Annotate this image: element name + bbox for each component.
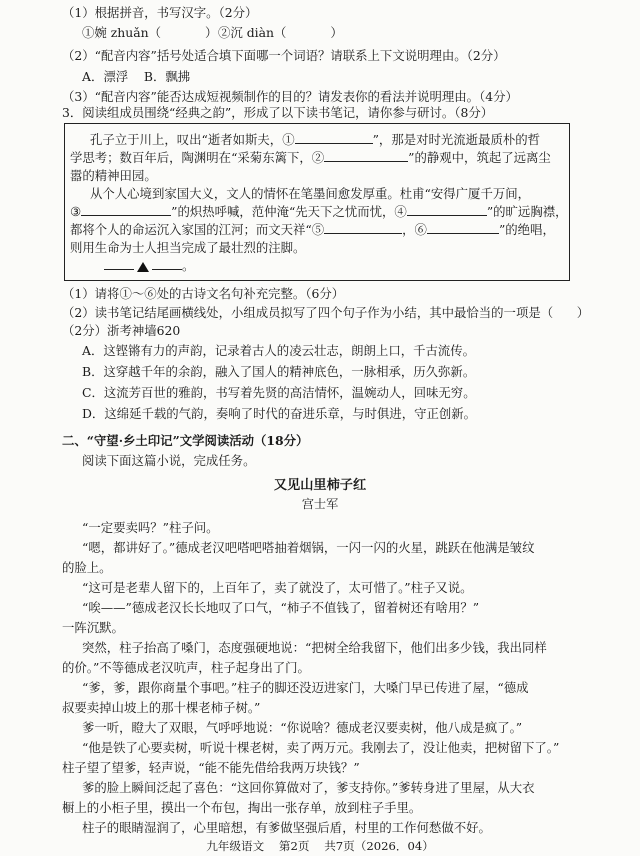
q3-heading: 3．阅读组成员围绕“经典之韵”，形成了以下读书笔记，请你参与研讨。（8分）: [62, 105, 494, 120]
story-p10a: 爹的脸上瞬间泛起了喜色：“这回你算做对了，爹支持你。”爹转身进了里屋，从大衣: [82, 780, 535, 795]
story-p3: “这可是老辈人留下的，上百年了，卖了就没了，太可惜了。”柱子又说。: [82, 580, 473, 595]
q3-option-b: B．这穿越千年的余韵，融入了国人的精神底色，一脉相承，历久弥新。: [82, 364, 476, 379]
note-l5b: ”的炽热呼喊，范仲淹“先天下之忧而忧，④: [171, 204, 407, 219]
q1-item2-prefix: ②沉 diàn（: [218, 25, 287, 40]
story-title: 又见山里柿子红: [273, 478, 367, 493]
note-line-3: 嚣的精神田园。: [70, 168, 157, 183]
q3-sub2-score: （2分）浙考神墙620: [62, 323, 181, 338]
note-line-1: [90, 131, 540, 148]
note-l6a: 都将个人的命运沉入家国的江河；而文天祥“⑤: [70, 222, 325, 237]
q3-option-a: A．这铿锵有力的声韵，记录着古人的凌云壮志，朗朗上口，千古流传。: [82, 343, 476, 358]
story-p1: “一定要卖吗？”柱子问。: [82, 520, 219, 535]
story-p9a: “他是铁了心要卖树，听说十棵老树，卖了两万元。我刚去了，没让他卖，把树留下了。”: [82, 740, 560, 755]
q3-option-c: C．这流芳百世的雅韵，书写着先贤的高洁情怀，温婉动人，回味无穷。: [82, 385, 476, 400]
blank-6[interactable]: [427, 221, 499, 234]
story-p7b: 叔要卖掉山坡上的那十棵老柿子树。”: [62, 700, 261, 715]
note-l2b: ”的静观中，筑起了远离尘: [408, 150, 551, 165]
q1-item1-suffix: ）: [204, 25, 218, 40]
note-line-6: [70, 221, 555, 238]
q1-sub3: （3）“配音内容”能否达成短视频制作的目的？请发表你的看法并说明理由。（4分）: [62, 89, 518, 104]
note-l5c: ”的旷远胸襟，: [486, 204, 568, 219]
q1-item-2: [218, 24, 343, 41]
summary-blank-right[interactable]: [152, 257, 182, 270]
blank-5[interactable]: [324, 221, 402, 234]
q1-item2-suffix: ）: [330, 25, 343, 40]
story-p10b: 橱上的小柜子里，摸出一个布包，掏出一张存单，放到柱子手里。: [62, 800, 422, 815]
q1-sub2: （2）“配音内容”括号处适合填下面哪一个词语？请联系上下文说明理由。（2分）: [62, 48, 506, 63]
q1-item-1: [82, 24, 217, 41]
story-p6a: 突然，柱子抬高了嗓门，态度强硬地说：“把树全给我留下，他们出多少钱，我出同样: [82, 640, 547, 655]
note-l6b: ，⑥: [402, 222, 427, 237]
note-l5a: ③: [70, 204, 82, 219]
blank-4[interactable]: [407, 203, 487, 216]
story-p5: 一阵沉默。: [62, 620, 124, 635]
note-l8-suffix: 。: [182, 258, 195, 273]
story-p7a: “爹，爹，跟你商量个事吧。”柱子的脚还没迈进家门，大嗓门早已传进了屋，“德成: [82, 680, 529, 695]
q1-options: A．漂浮 B．飘拂: [82, 69, 191, 84]
story-p8: 爹一听，瞪大了双眼，气呼呼地说：“你说啥？德成老汉要卖树，他八成是疯了。”: [82, 720, 523, 735]
note-l6c: ”的绝唱，: [498, 222, 555, 237]
section2-instruction: 阅读下面这篇小说，完成任务。: [82, 453, 256, 468]
triangle-marker-icon: [137, 262, 149, 272]
summary-blank-left[interactable]: [104, 257, 134, 270]
q3-option-d: D．这绵延千载的气韵，奏响了时代的奋进乐章，与时俱进，守正创新。: [82, 406, 477, 421]
blank-2[interactable]: [324, 149, 408, 162]
q1-item1-prefix: ①婉 zhuǎn（: [82, 25, 161, 40]
q1-sub1: （1）根据拼音，书写汉字。（2分）: [62, 5, 258, 20]
note-line-4: 从个人心境到家国大义，文人的情怀在笔墨间愈发厚重。杜甫“安得广厦千万间，: [90, 186, 531, 201]
story-p4: “唉——”德成老汉长长地叹了口气，“柿子不值钱了，留着树还有啥用？”: [82, 600, 480, 615]
story-p2b: 的脸上。: [62, 560, 112, 575]
q3-sub2: （2）读书笔记结尾画横线处，小组成员拟写了四个句子作为小结，其中最恰当的一项是（ ）: [62, 305, 590, 320]
blank-3[interactable]: [81, 203, 171, 216]
page-footer: 九年级语文 第2页 共7页（2026．04）: [206, 839, 434, 853]
note-line-5: [70, 203, 568, 220]
q3-sub1: （1）请将①～⑥处的古诗文名句补充完整。（6分）: [62, 286, 345, 301]
story-p2a: “嗯，都讲好了。”德成老汉吧嗒吧嗒抽着烟锅，一闪一闪的火星，跳跃在他满是皱纹: [82, 540, 535, 555]
story-p6b: 的价。”不等德成老汉吭声，柱子起身出了门。: [62, 660, 310, 675]
note-line-2: [70, 149, 551, 166]
story-p9b: 柱子望了望爹，轻声说，“能不能先借给我两万块钱？”: [62, 760, 360, 775]
note-l1b: ”，那是对时光流逝最质朴的哲: [372, 132, 541, 147]
story-p11: 柱子的眼睛湿润了，心里暗想，有爹做坚强后盾，村里的工作何愁做不好。: [82, 820, 491, 835]
blank-1[interactable]: [295, 131, 373, 144]
story-author: 宫士军: [301, 497, 339, 511]
note-l2: 学思考；数百年后，陶渊明在“采菊东篱下，②: [70, 150, 325, 165]
note-line-8: [104, 257, 194, 274]
note-l1a: 孔子立于川上，叹出“逝者如斯夫，①: [90, 132, 295, 147]
section2-heading: 二、“守望·乡土印记”文学阅读活动（18分）: [62, 433, 309, 448]
note-line-7: 则用生命为士人担当完成了最壮烈的注脚。: [70, 240, 306, 255]
